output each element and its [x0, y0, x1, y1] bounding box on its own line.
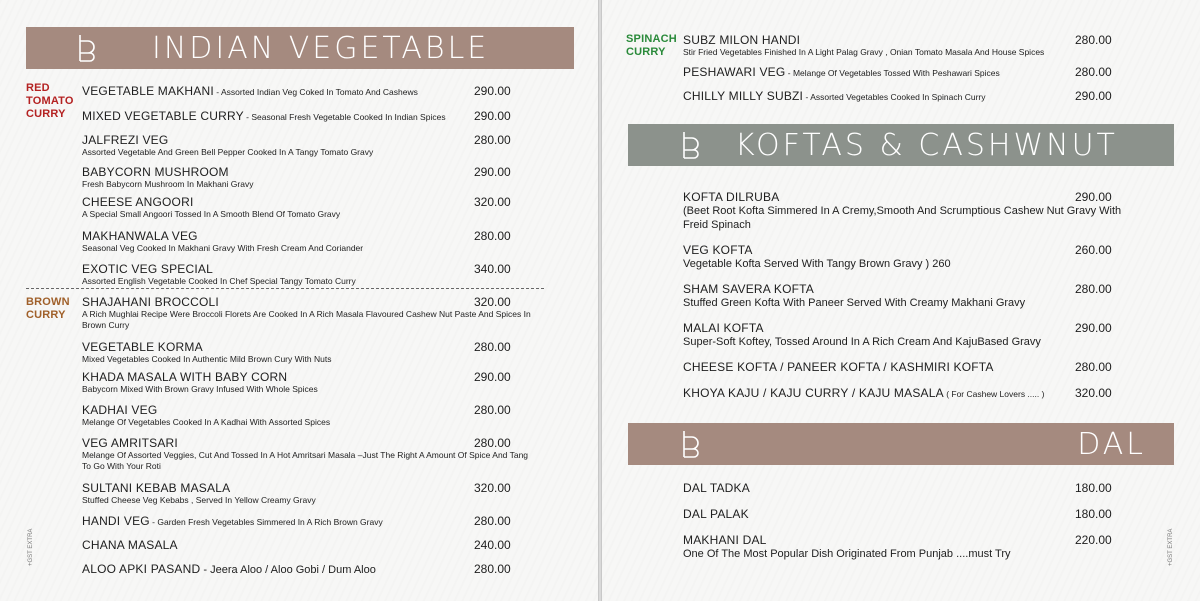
item-price: 320.00 [1075, 386, 1112, 400]
menu-item: PESHAWARI VEG - Melange Of Vegetables Tossed With Peshawari Spices [683, 65, 1000, 79]
item-price: 290.00 [474, 109, 511, 123]
item-price: 320.00 [474, 195, 511, 209]
item-price: 280.00 [1075, 65, 1112, 79]
item-price: 290.00 [1075, 321, 1112, 335]
category-label-red-tomato-curry: RED TOMATO CURRY [26, 82, 74, 120]
item-price: 240.00 [474, 538, 511, 552]
section-title: KOFTAS & CASHWNUT [735, 127, 1118, 163]
item-price: 320.00 [474, 295, 511, 309]
menu-item: CHILLY MILLY SUBZI - Assorted Vegetables Cooked In Spinach Curry [683, 89, 986, 103]
category-label-brown-curry: BROWN CURRY [26, 296, 70, 321]
menu-item: CHANA MASALA [82, 538, 178, 552]
menu-page-right [601, 0, 1200, 601]
item-price: 290.00 [1075, 190, 1112, 204]
koftas-banner [628, 124, 1174, 166]
menu-item: KHADA MASALA WITH BABY CORN Babycorn Mixed With Brown Gravy Infused With Whole Spices [82, 370, 318, 394]
menu-item: BABYCORN MUSHROOM Fresh Babycorn Mushroom In Makhani Gravy [82, 165, 254, 189]
item-price: 260.00 [1075, 243, 1112, 257]
item-price: 280.00 [474, 514, 511, 528]
section-title: INDIAN VEGETABLE [152, 30, 490, 66]
menu-item: VEGETABLE KORMA Mixed Vegetables Cooked In Authentic Mild Brown Cury With Nuts [82, 340, 332, 364]
menu-item: KADHAI VEG Melange Of Vegetables Cooked In A Kadhai With Assorted Spices [82, 403, 331, 427]
item-price: 290.00 [474, 165, 511, 179]
menu-item: CHEESE KOFTA / PANEER KOFTA / KASHMIRI KOFTA [683, 360, 994, 374]
logo-icon [680, 130, 702, 160]
section-divider [26, 288, 544, 289]
item-price: 340.00 [474, 262, 511, 276]
item-price: 180.00 [1075, 481, 1112, 495]
menu-item: KHOYA KAJU / KAJU CURRY / KAJU MASALA ( For Cashew Lovers ..... ) [683, 386, 1045, 400]
indian-vegetable-banner [26, 27, 574, 69]
item-price: 280.00 [474, 403, 511, 417]
menu-item: KOFTA DILRUBA (Beet Root Kofta Simmered In A Cremy,Smooth And Scrumptious Cashew Nut Gravy With Freid Spinach [683, 190, 1122, 231]
menu-item: SULTANI KEBAB MASALA Stuffed Cheese Veg Kebabs , Served In Yellow Creamy Gravy [82, 481, 316, 505]
menu-item: CHEESE ANGOORI A Special Small Angoori Tossed In A Smooth Blend Of Tomato Gravy [82, 195, 341, 219]
menu-item: VEG KOFTA Vegetable Kofta Served With Tangy Brown Gravy ) 260 [683, 243, 951, 270]
item-price: 280.00 [474, 562, 511, 576]
menu-item: VEG AMRITSARI Melange Of Assorted Veggies, Cut And Tossed In A Hot Amritsari Masala –Just The Right A Amount Of Spice And Tang To Go With Your Roti [82, 436, 529, 471]
item-price: 280.00 [474, 340, 511, 354]
menu-item: DAL PALAK [683, 507, 749, 521]
menu-item: ALOO APKI PASAND - Jeera Aloo / Aloo Gobi / Dum Aloo [82, 562, 376, 576]
logo-icon [680, 429, 702, 459]
menu-item: MAKHANI DAL One Of The Most Popular Dish Originated From Punjab ....must Try [683, 533, 1011, 560]
menu-item: DAL TADKA [683, 481, 750, 495]
section-title: DAL [1077, 426, 1146, 462]
menu-item: MIXED VEGETABLE CURRY - Seasonal Fresh Vegetable Cooked In Indian Spices [82, 109, 446, 123]
category-label-spinach-curry: SPINACH CURRY [626, 33, 677, 58]
item-price: 280.00 [1075, 282, 1112, 296]
gst-note: +GST EXTRA [28, 528, 34, 566]
gst-note: +GST EXTRA [1168, 528, 1174, 566]
item-price: 320.00 [474, 481, 511, 495]
item-price: 280.00 [474, 436, 511, 450]
dal-banner [628, 423, 1174, 465]
menu-item: MAKHANWALA VEG Seasonal Veg Cooked In Makhani Gravy With Fresh Cream And Coriander [82, 229, 364, 253]
item-price: 290.00 [474, 370, 511, 384]
item-price: 290.00 [1075, 89, 1112, 103]
item-price: 280.00 [1075, 33, 1112, 47]
menu-item: EXOTIC VEG SPECIAL Assorted English Vegetable Cooked In Chef Special Tangy Tomato Curry [82, 262, 356, 286]
menu-item: HANDI VEG - Garden Fresh Vegetables Simmered In A Rich Brown Gravy [82, 514, 383, 528]
item-price: 280.00 [1075, 360, 1112, 374]
item-price: 290.00 [474, 84, 511, 98]
logo-icon [76, 33, 98, 63]
item-price: 280.00 [474, 229, 511, 243]
menu-item: SUBZ MILON HANDI Stir Fried Vegetables Finished In A Light Palag Gravy , Onian Tomato Masala And House Spices [683, 33, 1045, 57]
item-price: 280.00 [474, 133, 511, 147]
menu-page-left [0, 0, 599, 601]
item-price: 180.00 [1075, 507, 1112, 521]
item-price: 220.00 [1075, 533, 1112, 547]
menu-item: MALAI KOFTA Super-Soft Koftey, Tossed Around In A Rich Cream And KajuBased Gravy [683, 321, 1041, 348]
menu-item: SHAM SAVERA KOFTA Stuffed Green Kofta With Paneer Served With Creamy Makhani Gravy [683, 282, 1026, 309]
menu-item: VEGETABLE MAKHANI - Assorted Indian Veg Coked In Tomato And Cashews [82, 84, 418, 98]
menu-item: SHAJAHANI BROCCOLI A Rich Mughlai Recipe Were Broccoli Florets Are Cooked In A Rich Masala Flavoured Cashew Nut Paste And Spices In Brown Curry [82, 295, 531, 330]
menu-item: JALFREZI VEG Assorted Vegetable And Green Bell Pepper Cooked In A Tangy Tomato Gravy [82, 133, 374, 157]
